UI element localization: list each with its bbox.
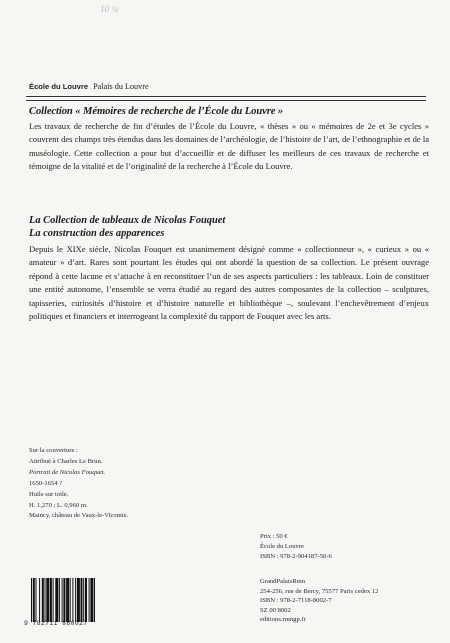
book-description: Depuis le XIXe siècle, Nicolas Fouquet est unanimement désigné comme « collectionneur », « curieux » ou « amateur » d’art. Rares sont pourtant les études qui ont abordé la question de sa collection. Le présent ouvrage répond à cette lacune et s’attache à en reconstituer l’un de ses aspects particuliers : les tableaux. Loin de constituer une entité autonome, l’ensemble se verra étudié au regard des autres composantes de la collection – sculptures, tapisseries, curiosités d’histoire et d’histoire naturelle et bibliothèque –, soulevant l’enchevêtrement d’enjeux politiques et financiers et interrogeant la complexité du rapport de Fouquet avec les arts. [29,244,429,322]
isbn-ecole: ISBN : 978-2-904187-50-6 [260,553,332,560]
cover-credits-heading: Sur la couverture : [29,447,78,454]
price: Prix : 50 € [260,533,288,540]
brand-line [29,82,149,91]
publisher-website: editions.rmngp.fr [260,616,306,624]
cover-location: Maincy, château de Vaux-le-Vicomte. [29,512,129,520]
divider-rule-2 [26,100,426,101]
cover-date: 1650-1654 ? [29,479,63,487]
brand-sub: Palais du Louvre [93,82,149,91]
cover-medium: Huile sur toile. [29,490,69,498]
collection-text: Les travaux de recherche de fin d’études de l’École du Louvre, « thèses » ou « mémoires de 2e et 3e cycles » couvrent des champs très étendus dans les domaines de l’archéologie, de l’histoire de l’art, de l’ethnographie et de la muséologie. Cette collection a pour but d’accueillir et de diffuser les meilleurs de ces travaux de recherche et témoigne de la vitalité et de l’originalité de la recherche à l’École du Louvre. [29,121,429,172]
price-block [260,532,332,562]
publisher-block [260,577,378,625]
cover-dimensions: H. 1,270 ; L. 0,960 m. [29,501,88,509]
handwritten-mark: 10 ¾ [100,4,118,14]
divider-rule [26,96,426,97]
cover-work-title: Portrait de Nicolas Fouquet. [29,468,106,476]
publisher-name: GrandPalaisRmn [260,578,306,585]
barcode-digits: 9 782711 880027 [24,620,88,627]
barcode-icon [31,578,115,622]
brand-name: École du Louvre [29,82,89,91]
cover-credits [29,446,128,522]
price-publisher: École du Louvre [260,543,304,550]
book-subtitle: La construction des apparences [29,228,165,239]
book-title: La Collection de tableaux de Nicolas Fouquet [29,215,226,226]
cover-attribution: Attribué à Charles Le Brun. [29,457,103,465]
publisher-code: SZ 00 8002 [260,606,291,614]
publisher-address: 254-256, rue de Bercy, 75577 Paris cedex 12 [260,587,379,595]
collection-title: Collection « Mémoires de recherche de l’École du Louvre » [29,106,284,117]
isbn-publisher: ISBN : 978-2-7118-8002-7 [260,597,332,605]
